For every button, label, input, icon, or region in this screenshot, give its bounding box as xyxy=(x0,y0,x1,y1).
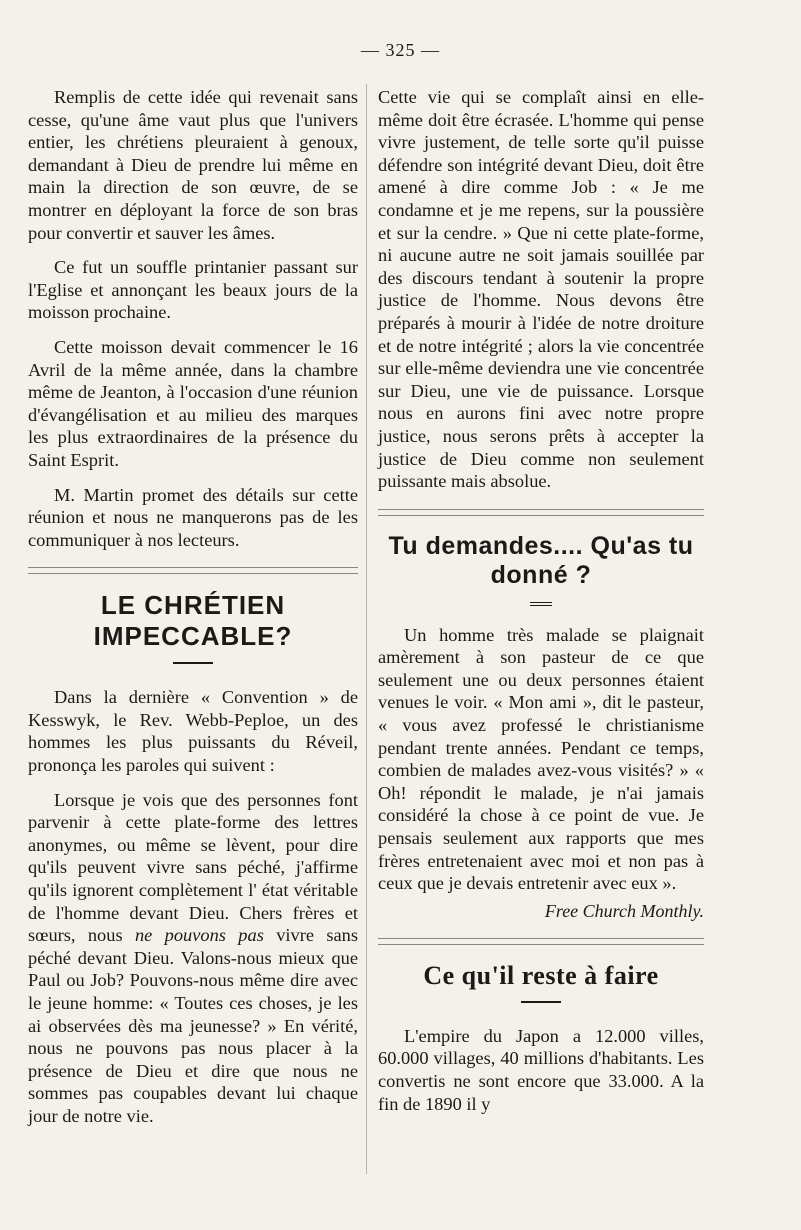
quote-part-2: vivre sans péché devant Dieu. Valons-nous mieux que Paul ou Job? Pouvons-nous même dire avec le jeune homme: « Toutes ces choses, je les ai observées dès ma jeunesse? » En vérité, nous ne pouvons pas nous placer à la présence de Dieu et dire que nous ne sommes pas coupables devant lui chaque jour de notre vie. xyxy=(28,925,359,1126)
page-number: — 325 — xyxy=(361,40,440,60)
title-dash xyxy=(173,662,213,664)
paragraph-intro-3: Cette moisson devait commencer le 16 Avril de la même année, dans la chambre même de Jeanton, à l'occasion d'une réunion d'évangélisation et au milieu des marques les plus extraordinaires de la présence du Saint Esprit. xyxy=(28,336,358,470)
quote-part-1: Lorsque je vois que des personnes font parvenir à cette plate-forme des lettres anonymes, ou même se lèvent, pour dire qu'ils peuvent vivre sans péché, j'affirme qu'ils ignorent complètement l' état véritable de l'homme devant Dieu. Chers frères et sœurs, nous xyxy=(28,789,358,946)
section-separator-2 xyxy=(378,509,704,516)
article-intro: Dans la dernière « Convention » de Kesswyk, le Rev. Webb-Peploe, un des hommes les plus puissants du Réveil, prononça les paroles qui suivent : xyxy=(28,687,358,776)
quote-emphasis: ne pouvons pas xyxy=(134,925,264,946)
article2-body: Un homme très malade se plaignait amèrement à son pasteur de ce que seulement une ou deux personnes étaient venues le voir. « Mon ami », dit le pasteur, « vous avez professé le christianisme pendant trente années. Pendant ce temps, combien de malades avez-vous visités? » « Oh! répondit le malade, je n'ai jamais considéré la chose à ce point de vue. Je pensais seulement aux rapports que mes frères entretenaient avec moi et non pas à ceux que je devais entretenir avec eux ». xyxy=(378,624,704,894)
title-double-dash xyxy=(530,602,552,606)
section-separator xyxy=(28,567,358,574)
column-divider xyxy=(366,84,368,1174)
article-quote xyxy=(28,789,358,1128)
article-title-chretien-impeccable: LE CHRÉTIEN IMPECCABLE? xyxy=(93,590,293,652)
article3-body: L'empire du Japon a 12.000 villes, 60.000 villages, 40 millions d'habitants. Les convertis ne sont encore que 33.000. A la fin de 1890 il y xyxy=(378,1025,704,1114)
paragraph-intro-4: M. Martin promet des détails sur cette réunion et nous ne manquerons pas de les communiquer à nos lecteurs. xyxy=(28,484,358,550)
title-dash-2 xyxy=(521,1001,561,1003)
paragraph-intro-2: Ce fut un souffle printanier passant sur l'Eglise et annonçant les beaux jours de la moisson prochaine. xyxy=(28,257,358,323)
right-column xyxy=(378,86,704,1115)
section-separator-3 xyxy=(378,938,704,945)
left-column xyxy=(28,86,358,1128)
paragraph-intro-1: Remplis de cette idée qui revenait sans cesse, qu'une âme vaut plus que l'univers entier, les chrétiens pleuraient à genoux, demandant à Dieu de prendre lui même en main la direction de son œuvre, de se montrer en déployant la force de son bras pour convertir et sauver les âmes. xyxy=(28,87,358,243)
article2-source: Free Church Monthly. xyxy=(544,900,704,921)
article-title-tu-demandes: Tu demandes.... Qu'as tu donné ? xyxy=(388,531,694,589)
continuation-paragraph: Cette vie qui se complaît ainsi en elle-même doit être écrasée. L'homme qui pense vivre justement, de telle sorte qu'il puisse défendre son intégrité devant Dieu, doit être amené à dire comme Job : « Je me condamne et je me repens, sur la poussière et sur la cendre. » Que ni cette plate-forme, ni aucune autre ne soit jamais souillée par des discours tendant à soutenir la propre justice de l'homme. Nous devons être préparés à mourir à l'idée de notre droiture et de notre intégrité ; alors la vie concentrée sur elle-même deviendra une vie concentrée sur Dieu, une vie de puissance. Lorsque nous en aurons fini avec notre propre justice, nous serons prêts à accepter la justice de Dieu comme non seulement puissante mais absolue. xyxy=(378,87,704,492)
article-title-ce-qu-il-reste: Ce qu'il reste à faire xyxy=(423,960,659,990)
